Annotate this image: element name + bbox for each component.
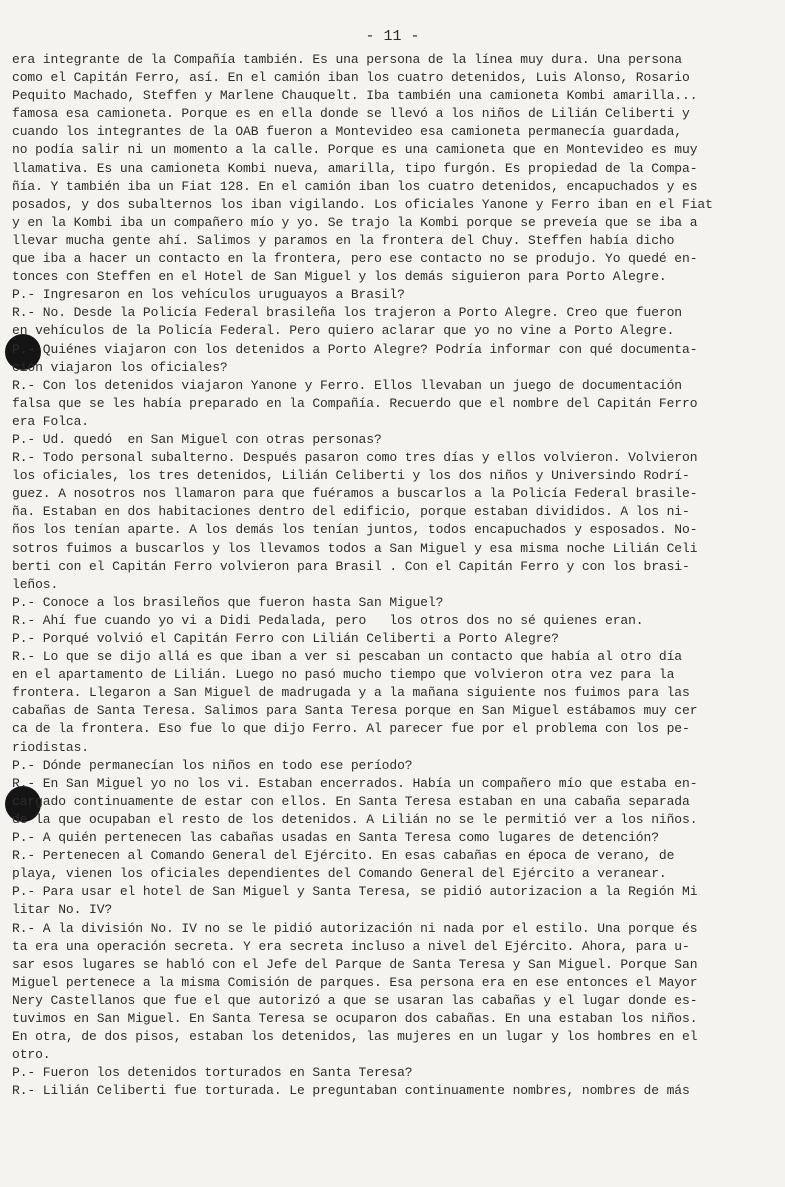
- text-line: playa, vienen los oficiales dependientes del Comando General del Ejército a veranear.: [12, 866, 667, 882]
- text-line: falsa que se les había preparado en la Compañía. Recuerdo que el nombre del Capitán Ferro: [12, 395, 698, 411]
- text-line: llevar mucha gente ahí. Salimos y paramos en la frontera del Chuy. Steffen había dicho: [12, 232, 675, 248]
- text-line: sotros fuimos a buscarlos y los llevamos todos a San Miguel y esa misma noche Lilián Celi: [12, 540, 698, 556]
- text-line: riodistas.: [12, 739, 90, 755]
- text-line: R.- A la división No. IV no se le pidió autorización ni nada por el estilo. Una porque és: [12, 920, 698, 936]
- text-line: berti con el Capitán Ferro volvieron para Brasil . Con el Capitán Ferro y con los brasi-: [12, 558, 690, 574]
- text-line: Nery Castellanos que fue el que autorizó a que se usaran las cabañas y el lugar donde es-: [12, 992, 698, 1008]
- text-line: leños.: [12, 576, 59, 592]
- text-line: P.- A quién pertenecen las cabañas usadas en Santa Teresa como lugares de detención?: [12, 830, 659, 846]
- text-line: llamativa. Es una camioneta Kombi nueva, amarilla, tipo furgón. Es propiedad de la Compa-: [12, 160, 698, 176]
- text-line: P.- Porqué volvió el Capitán Ferro con Lilián Celiberti a Porto Alegre?: [12, 631, 559, 646]
- text-line: P.- Dónde permanecían los niños en todo ese período?: [12, 757, 413, 773]
- text-line: R.- Lilián Celiberti fue torturada. Le preguntaban continuamente nombres, nombres de más: [12, 1083, 690, 1099]
- text-line: sar esos lugares se habló con el Jefe del Parque de Santa Teresa y San Miguel. Porque San: [12, 956, 698, 972]
- text-line: P.- Conoce a los brasileños que fueron hasta San Miguel?: [12, 594, 444, 610]
- text-line: R.- En San Miguel yo no los vi. Estaban encerrados. Había un compañero mío que estaba en-: [12, 775, 698, 791]
- text-line: como el Capitán Ferro, así. En el camión iban los cuatro detenidos, Luis Alonso, Rosario: [12, 70, 690, 86]
- text-line: P.- Fueron los detenidos torturados en Santa Teresa?: [12, 1065, 413, 1081]
- text-line: posados, y dos subalternos los iban vigilando. Los oficiales Yanone y Ferro iban en el Fiat: [12, 196, 713, 212]
- text-line: ñía. Y también iba un Fiat 128. En el camión iban los cuatro detenidos, encapuchados y es: [12, 178, 698, 194]
- text-line: R.- Pertenecen al Comando General del Ejército. En esas cabañas en época de verano, de: [12, 848, 675, 864]
- text-line: era Folca.: [12, 413, 90, 429]
- text-line: R.- Lo que se dijo allá es que iban a ver si pescaban un contacto que había al otro día: [12, 649, 683, 665]
- text-line: otro.: [12, 1047, 51, 1063]
- text-line: P.- Quiénes viajaron con los detenidos a Porto Alegre? Podría informar con qué documenta-: [12, 341, 698, 357]
- text-line: de la que ocupaban el resto de los detenidos. A Lilián no se le permitió ver a los niños.: [12, 811, 698, 827]
- text-line: frontera. Llegaron a San Miguel de madrugada y a la mañana siguiente nos fuimos para las: [12, 685, 690, 701]
- text-line: los oficiales, los tres detenidos, Lilián Celiberti y los dos niños y Universindo Rodrí-: [12, 468, 690, 484]
- text-line: Pequito Machado, Steffen y Marlene Chauquelt. Iba también una camioneta Kombi amarilla...: [12, 88, 698, 104]
- text-line: y en la Kombi iba un compañero mío y yo. Se trajo la Kombi porque se preveía que se iba a: [12, 214, 698, 230]
- text-line: En otra, de dos pisos, estaban los detenidos, las mujeres en un lugar y los hombres en el: [12, 1029, 698, 1045]
- text-line: cargado continuamente de estar con ellos. En Santa Teresa estaban en una cabaña separada: [12, 793, 690, 809]
- text-line: no podía salir ni un momento a la calle. Porque es una camioneta que en Montevideo es muy: [12, 142, 698, 158]
- text-line: en el apartamento de Lilián. Luego no pasó mucho tiempo que volvieron otra vez para la: [12, 667, 675, 683]
- text-line: R.- Todo personal subalterno. Después pasaron como tres días y ellos volvieron. Volvieron: [12, 450, 698, 466]
- text-line: P.- Para usar el hotel de San Miguel y Santa Teresa, se pidió autorizacion a la Región Mi: [12, 884, 698, 900]
- text-line: R.- Con los detenidos viajaron Yanone y Ferro. Ellos llevaban un juego de documentación: [12, 377, 683, 393]
- text-line: cabañas de Santa Teresa. Salimos para Santa Teresa porque en San Miguel estábamos muy cer: [12, 703, 698, 719]
- text-line: cuando los integrantes de la OAB fueron a Montevideo esa camioneta permanecía guardada,: [12, 124, 683, 140]
- text-line: en vehículos de la Policía Federal. Pero quiero aclarar que yo no vine a Porto Alegre.: [12, 323, 675, 339]
- text-line: ta era una operación secreta. Y era secreta incluso a nivel del Ejército. Ahora, para u-: [12, 938, 690, 954]
- text-line: P.- Ingresaron en los vehículos uruguayos a Brasil?: [12, 287, 405, 303]
- text-line: P.- Ud. quedó en San Miguel con otras personas?: [12, 431, 382, 447]
- text-line: guez. A nosotros nos llamaron para que fuéramos a buscarlos a la Policía Federal brasile-: [12, 486, 698, 502]
- text-line: tuvimos en San Miguel. En Santa Teresa se ocuparon dos cabañas. En una estaban los niños.: [12, 1010, 698, 1026]
- text-line: ña. Estaban en dos habitaciones dentro del edificio, porque estaban divididos. A los ni-: [12, 504, 690, 520]
- text-line: Miguel pertenece a la misma Comisión de parques. Esa persona era en ese entonces el Mayor: [12, 974, 698, 990]
- text-line: litar No. IV?: [12, 902, 113, 918]
- page-number: - 11 -: [365, 28, 420, 45]
- text-line: R.- Ahí fue cuando yo vi a Didi Pedalada, pero los otros dos no sé quienes eran.: [12, 612, 644, 628]
- text-line: R.- No. Desde la Policía Federal brasileña los trajeron a Porto Alegre. Creo que fueron: [12, 305, 683, 321]
- text-line: tonces con Steffen en el Hotel de San Miguel y los demás siguieron para Porto Alegre.: [12, 269, 667, 285]
- body-text: [12, 51, 772, 1100]
- text-line: ca de la frontera. Eso fue lo que dijo Ferro. Al parecer fue por el problema con los pe-: [12, 721, 690, 737]
- text-line: famosa esa camioneta. Porque es en ella donde se llevó a los niños de Lilián Celiberti y: [12, 106, 690, 122]
- text-line: era integrante de la Compañía también. Es una persona de la línea muy dura. Una persona: [12, 52, 683, 67]
- text-line: ños los tenían aparte. A los demás los tenían juntos, todos encapuchados y esposados. No-: [12, 522, 698, 538]
- text-line: ción viajaron los oficiales?: [12, 359, 228, 375]
- text-line: que iba a hacer un contacto en la frontera, pero ese contacto no se produjo. Yo quedé en-: [12, 251, 698, 267]
